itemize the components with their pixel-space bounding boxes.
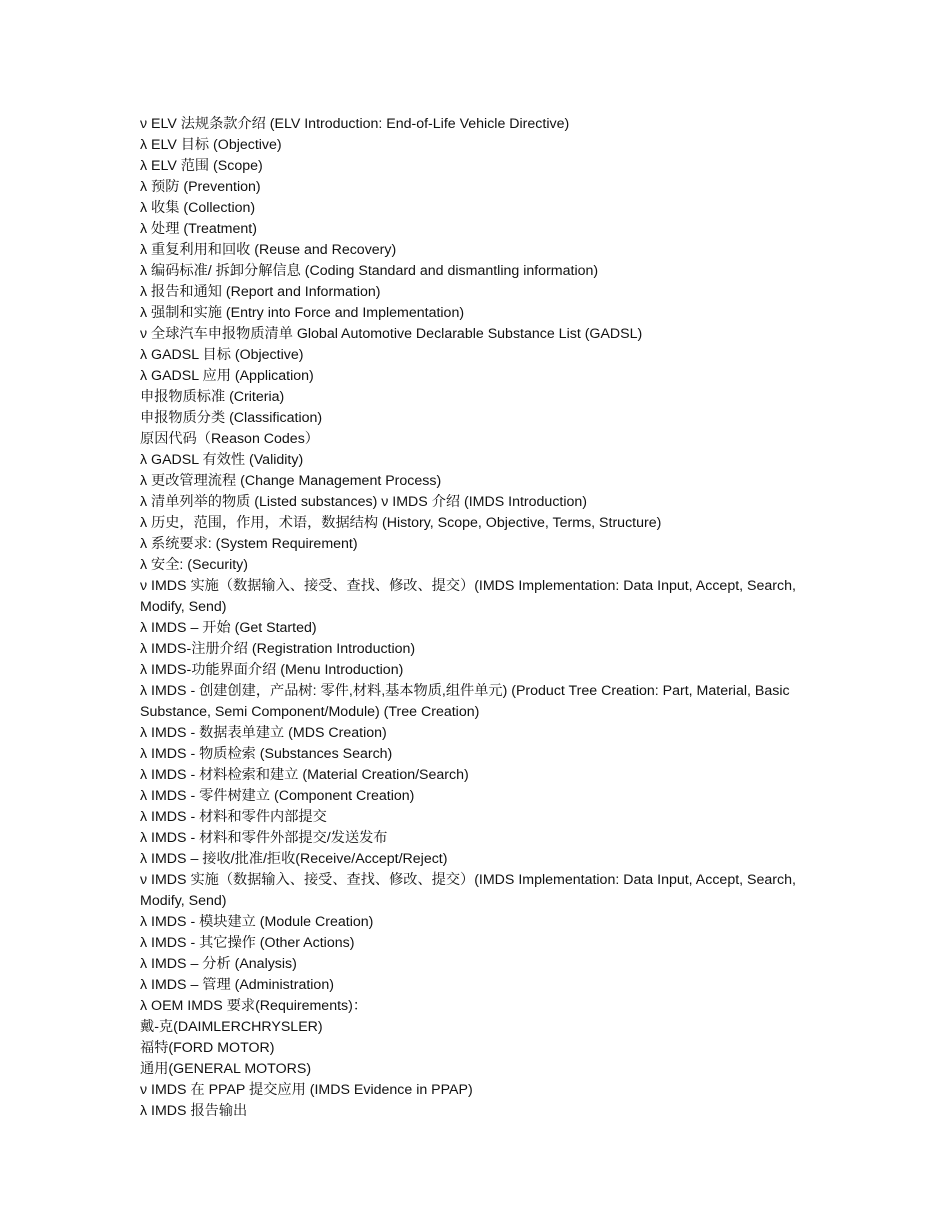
text-line: λ 处理 (Treatment) xyxy=(140,221,257,237)
text-line: λ IMDS – 接收/批准/拒收(Receive/Accept/Reject) xyxy=(140,851,448,867)
text-line: λ IMDS-注册介绍 (Registration Introduction) xyxy=(140,641,416,657)
text-line: λ IMDS – 分析 (Analysis) xyxy=(140,956,297,972)
text-line: 戴-克(DAIMLERCHRYSLER) xyxy=(140,1019,323,1035)
text-line: λ IMDS - 模块建立 (Module Creation) xyxy=(140,914,374,930)
text-line: λ IMDS - 数据表单建立 (MDS Creation) xyxy=(140,725,387,741)
text-line: λ 编码标准/ 拆卸分解信息 (Coding Standard and dismantling information) xyxy=(140,263,599,279)
text-line: λ IMDS - 物质检索 (Substances Search) xyxy=(140,746,393,762)
text-line: λ 重复利用和回收 (Reuse and Recovery) xyxy=(140,242,397,258)
document-body xyxy=(140,114,820,1122)
text-line: 申报物质分类 (Classification) xyxy=(140,410,323,426)
text-line: λ IMDS - 材料和零件内部提交 xyxy=(140,809,327,825)
text-line: λ GADSL 目标 (Objective) xyxy=(140,347,304,363)
text-line: λ GADSL 有效性 (Validity) xyxy=(140,452,304,468)
text-line: λ 收集 (Collection) xyxy=(140,200,256,216)
text-line: λ IMDS 报告输出 xyxy=(140,1103,248,1119)
text-line: λ ELV 范围 (Scope) xyxy=(140,158,263,174)
text-line: λ ELV 目标 (Objective) xyxy=(140,137,282,153)
text-line: λ IMDS – 管理 (Administration) xyxy=(140,977,334,993)
text-line: λ 预防 (Prevention) xyxy=(140,179,261,195)
text-line: ν 全球汽车申报物质清单 Global Automotive Declarable Substance List (GADSL) xyxy=(140,326,643,342)
text-line: λ 历史，范围，作用，术语，数据结构 (History, Scope, Objective, Terms, Structure) xyxy=(140,515,662,531)
text-line: 申报物质标准 (Criteria) xyxy=(140,389,285,405)
text-line: ν IMDS 实施（数据输入、接受、查找、修改、提交）(IMDS Implementation: Data Input, Accept, Search, Modify, Send) xyxy=(140,872,796,909)
text-line: λ 报告和通知 (Report and Information) xyxy=(140,284,381,300)
text-line: 原因代码（Reason Codes） xyxy=(140,431,319,447)
text-line: λ IMDS-功能界面介绍 (Menu Introduction) xyxy=(140,662,404,678)
text-line: λ IMDS – 开始 (Get Started) xyxy=(140,620,317,636)
text-line: λ IMDS - 材料和零件外部提交/发送发布 xyxy=(140,830,388,846)
text-line: λ IMDS - 材料检索和建立 (Material Creation/Search) xyxy=(140,767,469,783)
text-line: λ 更改管理流程 (Change Management Process) xyxy=(140,473,442,489)
text-line: 通用(GENERAL MOTORS) xyxy=(140,1061,312,1077)
text-line: λ 强制和实施 (Entry into Force and Implementation) xyxy=(140,305,465,321)
text-line: λ IMDS - 零件树建立 (Component Creation) xyxy=(140,788,415,804)
text-line: λ 系统要求: (System Requirement) xyxy=(140,536,358,552)
text-line: ν IMDS 在 PPAP 提交应用 (IMDS Evidence in PPAP) xyxy=(140,1082,473,1098)
text-line: ν IMDS 实施（数据输入、接受、查找、修改、提交）(IMDS Implementation: Data Input, Accept, Search, Modify, Send) xyxy=(140,578,796,615)
text-line: 福特(FORD MOTOR) xyxy=(140,1040,275,1056)
text-line: λ IMDS - 创建创建，产品树: 零件,材料,基本物质,组件单元) (Product Tree Creation: Part, Material, Basic Substance, Semi Component/Module) (Tree Creation) xyxy=(140,683,790,720)
text-line: λ GADSL 应用 (Application) xyxy=(140,368,314,384)
text-line: λ IMDS - 其它操作 (Other Actions) xyxy=(140,935,355,951)
text-line: λ 清单列举的物质 (Listed substances) ν IMDS 介绍 (IMDS Introduction) xyxy=(140,494,588,510)
text-line: λ OEM IMDS 要求(Requirements)： xyxy=(140,998,368,1014)
text-line: ν ELV 法规条款介绍 (ELV Introduction: End-of-Life Vehicle Directive) xyxy=(140,116,570,132)
text-line: λ 安全: (Security) xyxy=(140,557,248,573)
